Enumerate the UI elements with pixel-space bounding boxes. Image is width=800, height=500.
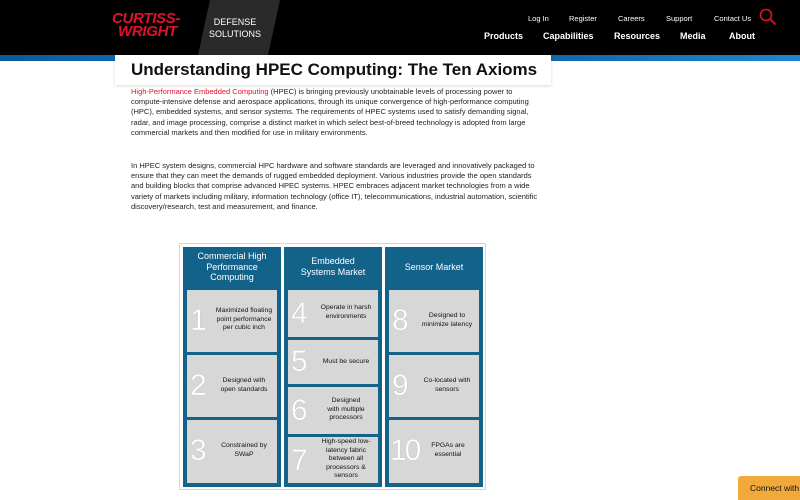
axiom-cell-8 <box>389 290 479 352</box>
axiom-number: 9 <box>392 369 409 402</box>
axiom-text-line: Designed with <box>222 377 266 384</box>
support-link[interactable]: Support <box>666 14 693 23</box>
column-header-line: Computing <box>210 272 254 282</box>
column-header-line: Performance <box>206 261 258 272</box>
axiom-text-line: Co-located with <box>423 377 471 384</box>
axiom-cell-1 <box>187 290 277 352</box>
ten-axioms-diagram <box>179 243 486 490</box>
logo-line-2: WRIGHT <box>118 23 178 40</box>
main-nav <box>0 30 800 42</box>
axiom-cell-2 <box>187 355 277 417</box>
axiom-cell-6 <box>288 387 378 434</box>
axiom-text-line: minimize latency <box>421 320 473 328</box>
axiom-text <box>312 304 380 321</box>
axiom-text-line: processors & <box>326 463 366 471</box>
site-header <box>0 0 800 55</box>
axiom-number: 2 <box>190 369 207 402</box>
intro-paragraph-text: (HPEC) is bringing previously unobtainable levels of processing power to compute-intensive defense and aerospace applications, through its unique convergence of high-performance computing (HPC), embedded systems, and sensor systems. The requirements of HPEC systems used to satisfy demanding signal, radar, and image processing, comprise a distinct market in which select best-of-breed technology is adopted from large commercial markets and then modified for use in military environments. <box>131 87 529 137</box>
axiom-text-line: High-speed low- <box>321 438 371 445</box>
axiom-text <box>413 312 481 329</box>
careers-link[interactable]: Careers <box>618 14 645 23</box>
axiom-text-line: latency fabric <box>325 446 367 454</box>
axiom-text-line: Constrained by <box>221 442 267 449</box>
axiom-cell-4 <box>288 290 378 337</box>
connect-button[interactable]: Connect with <box>738 476 800 500</box>
axiom-text-line: sensors <box>334 472 358 480</box>
axiom-text-line: Designed to <box>428 312 466 319</box>
axiom-cell-10 <box>389 420 479 483</box>
intro-paragraph <box>131 87 542 138</box>
axiom-number: 4 <box>291 297 308 330</box>
axiom-text-line: Operate in harsh <box>320 304 372 311</box>
column-header-line: Sensor Market <box>404 262 464 272</box>
nav-resources[interactable]: Resources <box>614 31 661 41</box>
axiom-text <box>312 438 380 481</box>
axiom-text <box>209 377 279 394</box>
page-title: Understanding HPEC Computing: The Ten Axioms <box>131 60 538 79</box>
axiom-text-line: environments <box>325 312 367 320</box>
axiom-text <box>312 397 380 423</box>
axiom-text-line: sensors <box>435 385 459 393</box>
axiom-text-line: essential <box>434 450 462 458</box>
axiom-text <box>312 358 380 367</box>
nav-products[interactable]: Products <box>484 31 524 41</box>
column-header-line: Embedded <box>311 256 355 266</box>
axiom-number: 8 <box>392 304 409 337</box>
column-header <box>183 251 281 283</box>
axiom-text-line: processors <box>329 414 363 422</box>
login-link[interactable]: Log In <box>528 14 549 23</box>
axiom-text-line: Maximized floating <box>215 307 273 314</box>
column-header <box>284 256 382 277</box>
axiom-text-line: Must be secure <box>322 358 370 365</box>
division-line-2: SOLUTIONS <box>208 29 261 39</box>
axiom-text-line: FPGAs are <box>431 442 465 449</box>
axiom-text <box>209 307 279 333</box>
axiom-text <box>415 442 481 459</box>
register-link[interactable]: Register <box>569 14 597 23</box>
axiom-text-line: point performance <box>216 315 272 323</box>
division-line-1: DEFENSE <box>213 17 257 27</box>
nav-about[interactable]: About <box>729 31 755 41</box>
axiom-cell-7 <box>288 437 378 483</box>
axiom-text-line: open standards <box>220 385 268 393</box>
axiom-text-line: with multiple <box>327 405 365 413</box>
search-icon[interactable] <box>758 8 776 26</box>
nav-capabilities[interactable]: Capabilities <box>543 31 594 41</box>
column-embedded-systems <box>284 247 382 487</box>
axiom-number: 6 <box>291 394 308 427</box>
axiom-text-line: per cubic inch <box>223 324 265 332</box>
column-header <box>385 262 483 273</box>
axiom-number: 7 <box>291 444 308 477</box>
second-paragraph: In HPEC system designs, commercial HPC hardware and software standards are leveraged and innovatively packaged to ensure that they can meet the demands of rugged embedded deployment. Various industries provide the open standards and building blocks that comprise advanced HPEC systems. HPEC embraces adjacent market technologies from a wide variety of markets including military, information technology (office IT), telecommunications, industrial automation, scientific discovery/research, test and measurement, and finance. <box>131 161 538 211</box>
hpec-link[interactable]: High-Performance Embedded Computing <box>131 87 269 96</box>
axiom-cell-3 <box>187 420 277 483</box>
nav-media[interactable]: Media <box>680 31 706 41</box>
axiom-number: 1 <box>190 304 207 337</box>
utility-nav <box>0 10 800 27</box>
axiom-cell-5 <box>288 340 378 384</box>
column-header-line: Commercial High <box>197 251 267 261</box>
axiom-number: 5 <box>291 345 308 378</box>
axiom-text <box>413 377 481 394</box>
contact-us-link[interactable]: Contact Us <box>714 14 752 23</box>
column-sensor-market <box>385 247 483 487</box>
axiom-text-line: between all <box>328 455 364 463</box>
column-header-line: Systems Market <box>300 266 366 277</box>
axiom-text-line: SWaP <box>234 450 254 458</box>
axiom-number: 3 <box>190 434 207 467</box>
axiom-cell-9 <box>389 355 479 417</box>
axiom-number: 10 <box>390 434 420 467</box>
column-commercial-hpc <box>183 247 281 487</box>
axiom-text <box>209 442 279 459</box>
axiom-text-line: Designed <box>331 397 361 404</box>
logo-line-1: CURTISS- <box>112 10 181 27</box>
